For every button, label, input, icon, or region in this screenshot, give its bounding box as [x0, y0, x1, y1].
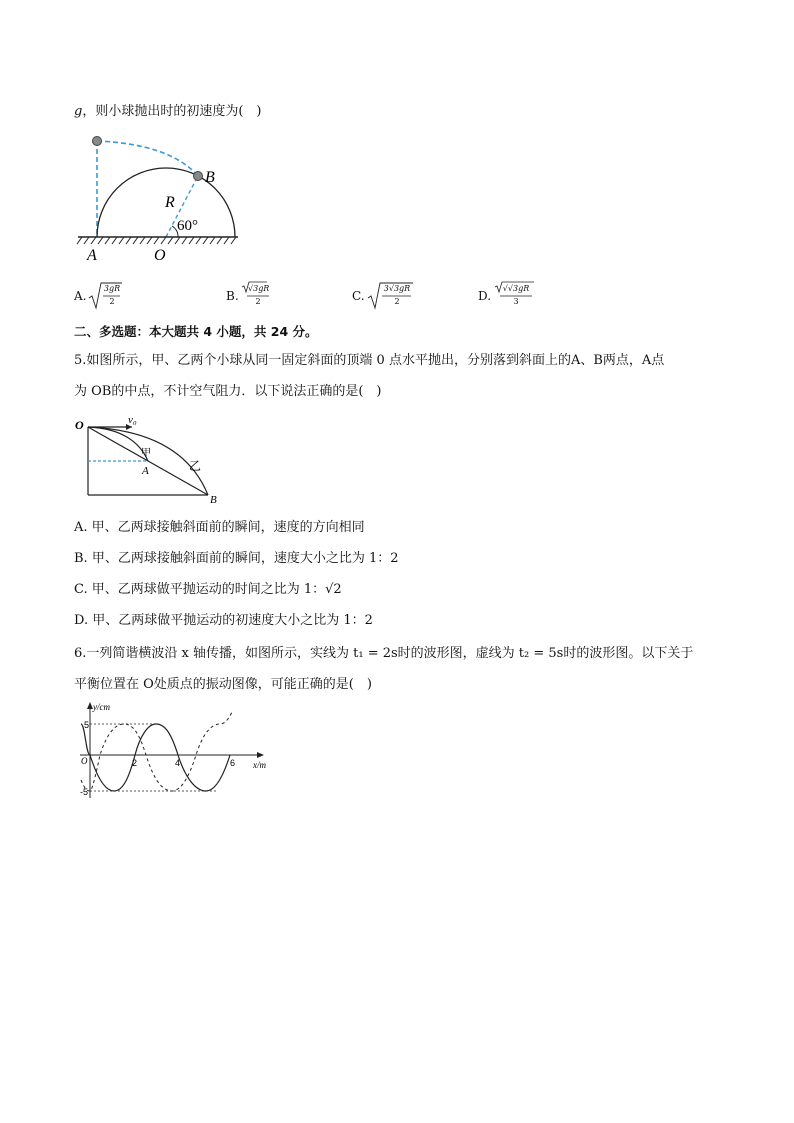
q4-ball-start	[93, 137, 102, 146]
q4-stem-var: g	[74, 104, 83, 119]
q6-wave-figure	[76, 700, 276, 802]
q4-stem-tail	[74, 103, 261, 121]
q6-tick-2: 2	[132, 758, 138, 768]
q6-tick-4: 4	[175, 758, 181, 768]
q4-option-a-label: A.	[74, 289, 87, 303]
q4-option-b-num: √3gR	[248, 284, 270, 293]
q4-option-d-label: D.	[478, 289, 492, 303]
q5-stem-line1: 5.如图所示，甲、乙两个小球从同一固定斜面的顶端 0 点水平抛出，分别落到斜面上的A、B两点，A点	[74, 353, 665, 368]
q5-label-v0: v₀	[128, 414, 137, 426]
q4-label-A: A	[87, 247, 97, 264]
q5-label-O: O	[75, 418, 84, 432]
q4-option-c-num: 3√3gR	[383, 284, 411, 293]
q4-label-B: B	[205, 169, 215, 186]
q6-solid-wave	[81, 724, 230, 791]
q5-stem-line2: 为 OB的中点，不计空气阻力．以下说法正确的是( )	[74, 384, 382, 399]
q4-stem-text: ，则小球抛出时的初速度为( )	[82, 104, 262, 119]
section2-title: 二、多选题：本大题共 4 小题，共 24 分。	[74, 324, 318, 339]
q6-ymin-label: -5	[80, 787, 89, 797]
q4-label-R: R	[165, 194, 175, 211]
q5-option-d[interactable]: D. 甲、乙两球做平抛运动的初速度大小之比为 1：2	[74, 613, 373, 628]
q6-stem-line2: 平衡位置在 O处质点的振动图像，可能正确的是( )	[74, 677, 372, 692]
q6-tick-6: 6	[230, 758, 236, 768]
q5-option-c[interactable]: C. 甲、乙两球做平抛运动的时间之比为 1：√2	[74, 582, 342, 597]
q6-origin-label: O	[81, 756, 88, 766]
q4-option-b-den: 2	[255, 297, 261, 306]
q4-label-angle: 60°	[177, 218, 198, 234]
q4-ball-B	[194, 172, 203, 181]
q4-label-O: O	[154, 247, 166, 264]
q6-stem-line1: 6.一列简谐横波沿 x 轴传播，如图所示，实线为 t₁ = 2s时的波形图，虚线为 t₂ = 5s时的波形图。以下关于	[74, 646, 694, 661]
q4-option-d-den: 3	[513, 297, 519, 306]
q5-label-yi: 乙	[189, 459, 202, 473]
q4-option-c-label: C.	[352, 289, 365, 303]
q4-figure	[70, 130, 240, 265]
q4-option-a-den: 2	[109, 297, 115, 306]
q5-figure	[72, 415, 232, 507]
q6-ymax-label: 5	[84, 720, 90, 730]
q4-option-c-den: 2	[394, 297, 400, 306]
q4-option-b-label: B.	[226, 289, 239, 303]
q4-ground-hatch	[77, 237, 236, 244]
q6-ylabel: y/cm	[93, 702, 110, 712]
q4-option-a-num: 3gR	[103, 284, 121, 293]
q4-option-d-num: √√3gR	[502, 284, 530, 293]
q6-xlabel: x/m	[253, 760, 266, 770]
arrow-head-icon	[257, 752, 264, 758]
q5-option-b[interactable]: B. 甲、乙两球接触斜面前的瞬间，速度大小之比为 1：2	[74, 551, 399, 566]
q5-option-a[interactable]: A. 甲、乙两球接触斜面前的瞬间，速度的方向相同	[74, 520, 365, 535]
q5-label-B: B	[210, 494, 217, 506]
q5-label-jia: 甲	[141, 448, 151, 459]
q5-label-A: A	[142, 465, 149, 477]
